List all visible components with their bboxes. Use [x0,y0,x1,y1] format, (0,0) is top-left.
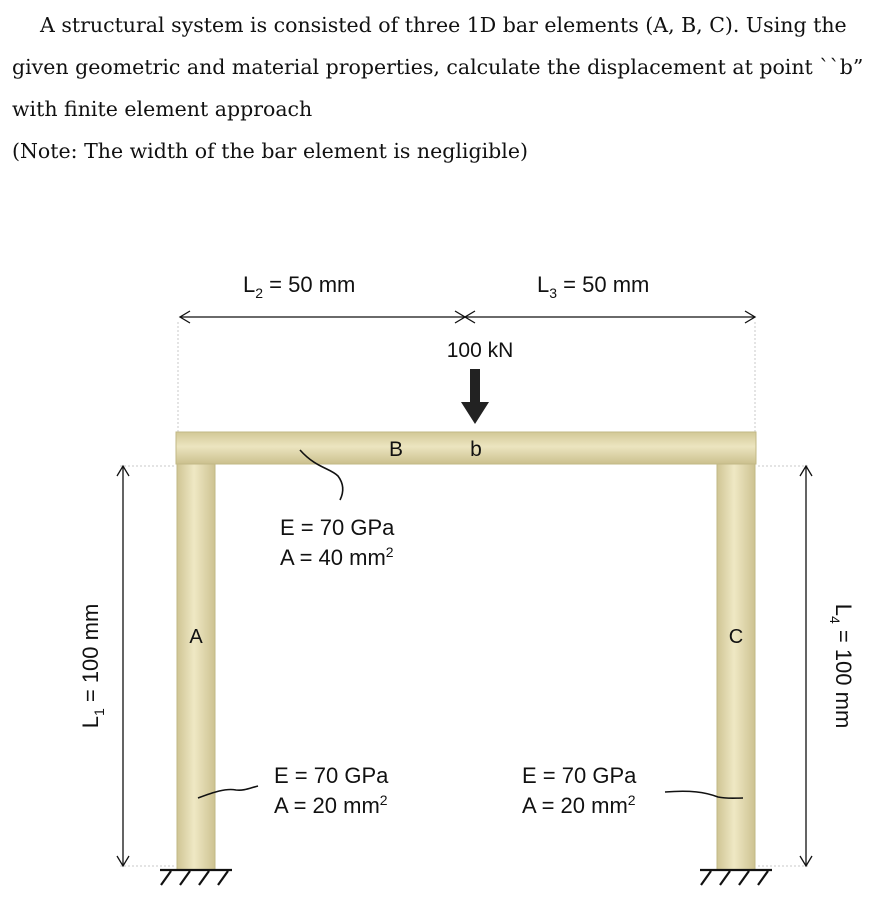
load-label: 100 kN [446,339,514,362]
problem-line-4: (Note: The width of the bar element is negligible) [12,139,528,163]
dimension-line-left [117,466,129,866]
fixed-support-right [700,870,772,885]
leader-lines [198,450,743,798]
fixed-support-left [160,870,232,885]
bar-element-b [176,432,756,464]
dimension-line-right [800,466,812,866]
bar-element-a [177,462,215,870]
props-c-modulus: E = 70 GPa [522,763,637,788]
props-b-modulus: E = 70 GPa [280,515,395,540]
props-a-modulus: E = 70 GPa [274,763,389,788]
dimension-label-l4: $L_4 = 100$ mm [827,603,856,729]
dimension-line-horizontal [180,311,755,323]
label-element-b: B [388,438,404,461]
props-b-area: A = 40 $mm^2$ [280,544,394,570]
dimension-label-l1: $L_1 = 100$ mm [78,603,107,729]
dimension-label-l3: $L_3 = 50$ mm [537,272,650,301]
problem-line-3: with finite element approach [12,97,313,121]
label-element-a: A [189,626,203,648]
problem-line-1: A structural system is consisted of three 1D bar elements (A, B, C). Using the [40,13,847,37]
problem-line-2: given geometric and material properties, calculate the displacement at point ``b” [12,55,864,79]
label-point-b: b [470,438,482,461]
load-arrow-icon [461,369,489,424]
dimension-label-l2: $L_2 = 50$ mm [243,272,356,301]
props-a-area: A = 20 $mm^2$ [274,792,388,818]
props-c-area: A = 20 $mm^2$ [522,792,636,818]
bar-element-c [717,462,755,870]
label-element-c: C [728,626,744,648]
